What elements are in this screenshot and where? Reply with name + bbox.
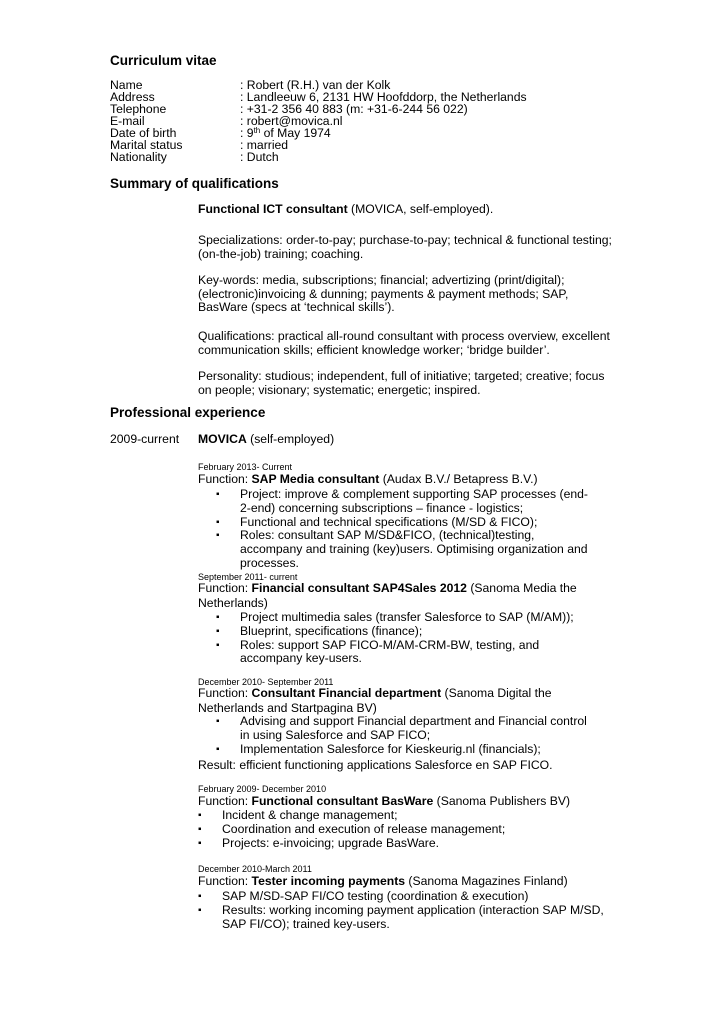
address-label: Address bbox=[110, 90, 155, 104]
list-item bbox=[216, 625, 596, 639]
experience-period: 2009-current bbox=[110, 432, 180, 446]
function-client: (Sanoma Digital the Netherlands and Startpagina BV) bbox=[198, 686, 552, 715]
summary-role: Functional ICT consultant bbox=[198, 202, 348, 216]
bullet-text: Roles: consultant SAP M/SD&FICO, (technical)testing, accompany and training (key)users. Optimising organization and processes. bbox=[240, 528, 588, 570]
experience-heading: Professional experience bbox=[110, 405, 266, 420]
function-prefix: Function: bbox=[198, 581, 252, 595]
marital-value: : married bbox=[240, 138, 289, 152]
job-date: September 2011- current bbox=[198, 572, 298, 582]
job-date: December 2010-March 2011 bbox=[198, 864, 312, 874]
personal-row bbox=[110, 115, 630, 127]
function-prefix: Function: bbox=[198, 686, 252, 700]
list-item bbox=[198, 904, 608, 932]
bullet-text: Coordination and execution of release management; bbox=[222, 821, 506, 836]
dob-day: : 9 bbox=[240, 126, 254, 140]
bullet-icon: ▪ bbox=[216, 625, 220, 637]
bullet-text: Blueprint, specifications (finance); bbox=[240, 623, 423, 638]
list-item bbox=[198, 809, 578, 823]
function-prefix: Function: bbox=[198, 472, 252, 486]
function-title: Functional consultant BasWare bbox=[251, 794, 434, 808]
bullet-text: Project multimedia sales (transfer Salesforce to SAP (M/AM)); bbox=[240, 610, 574, 624]
dob-label: Date of birth bbox=[110, 126, 177, 140]
keywords-text: Key-words: media, subscriptions; financial; advertizing (print/digital); (electronic)invoicing & dunning; payments & payment methods; SAP, BasWare (specs at ‘technical skills’). bbox=[198, 273, 569, 314]
summary-paragraph bbox=[198, 330, 618, 357]
job-function bbox=[198, 874, 618, 889]
bullet-icon: ▪ bbox=[216, 530, 220, 542]
bullet-text: Results: working incoming payment application (interaction SAP M/SD, SAP FI/CO); trained key-users. bbox=[222, 902, 604, 931]
personal-row bbox=[110, 103, 630, 115]
telephone-value: : +31-2 356 40 883 (m: +31-6-244 56 022) bbox=[240, 102, 468, 116]
list-item bbox=[198, 890, 608, 904]
list-item bbox=[216, 488, 596, 516]
employer bbox=[198, 433, 334, 447]
job-bullets bbox=[216, 715, 596, 756]
job-bullets bbox=[198, 890, 608, 931]
bullet-icon: ▪ bbox=[216, 743, 220, 755]
telephone-label: Telephone bbox=[110, 102, 167, 116]
bullet-text: Advising and support Financial department and Financial control in using Salesforce and SAP FICO; bbox=[240, 714, 587, 742]
marital-label: Marital status bbox=[110, 138, 183, 152]
job-date: February 2013- Current bbox=[198, 462, 293, 472]
dob-rest: of May 1974 bbox=[260, 126, 331, 140]
nationality-value: : Dutch bbox=[240, 150, 279, 164]
bullet-icon: ▪ bbox=[216, 516, 220, 528]
bullet-icon: ▪ bbox=[198, 904, 202, 916]
function-prefix: Function: bbox=[198, 874, 252, 888]
list-item bbox=[198, 823, 578, 837]
nationality-label: Nationality bbox=[110, 150, 167, 164]
personal-row bbox=[110, 139, 630, 151]
bullet-text: Roles: support SAP FICO-M/AM-CRM-BW, testing, and accompany key-users. bbox=[240, 637, 540, 666]
list-item bbox=[216, 639, 596, 667]
bullet-text: Projects: e-invoicing; upgrade BasWare. bbox=[222, 835, 439, 850]
employer-name: MOVICA bbox=[198, 432, 247, 446]
function-title: SAP Media consultant bbox=[251, 472, 380, 486]
function-prefix: Function: bbox=[198, 794, 252, 808]
function-title: Tester incoming payments bbox=[251, 874, 406, 888]
bullet-icon: ▪ bbox=[216, 639, 220, 651]
job-function bbox=[198, 686, 618, 716]
function-title: Financial consultant SAP4Sales 2012 bbox=[251, 581, 467, 595]
summary-paragraph bbox=[198, 234, 618, 261]
summary-heading: Summary of qualifications bbox=[110, 176, 279, 191]
list-item bbox=[198, 837, 578, 851]
list-item bbox=[216, 611, 596, 625]
dob-suffix: th bbox=[253, 126, 261, 135]
personality-text: Personality: studious; independent, full of initiative; targeted; creative; focus on people; visionary; systematic; energetic; inspired. bbox=[198, 369, 605, 397]
summary-title bbox=[198, 203, 618, 217]
job-function bbox=[198, 472, 618, 487]
specializations-text: Specializations: order-to-pay; purchase-to-pay; technical & functional testing; (on-the-job) training; coaching. bbox=[198, 233, 612, 261]
function-client: (Sanoma Magazines Finland) bbox=[405, 874, 568, 888]
bullet-icon: ▪ bbox=[216, 489, 220, 500]
job-function bbox=[198, 794, 618, 809]
list-item bbox=[216, 529, 596, 570]
bullet-text: SAP M/SD-SAP FI/CO testing (coordination & execution) bbox=[222, 889, 529, 903]
summary-paragraph bbox=[198, 274, 618, 315]
email-label: E-mail bbox=[110, 114, 145, 128]
employer-type: (self-employed) bbox=[246, 432, 335, 446]
bullet-icon: ▪ bbox=[216, 716, 220, 727]
list-item bbox=[216, 516, 596, 530]
qualifications-text: Qualifications: practical all-round consultant with process overview, excellent communication skills; efficient knowledge worker; ‘bridge builder’. bbox=[198, 329, 610, 357]
address-value: : Landleeuw 6, 2131 HW Hoofddorp, the Netherlands bbox=[240, 90, 527, 104]
bullet-text: Functional and technical specifications (M/SD & FICO); bbox=[240, 514, 538, 529]
bullet-icon: ▪ bbox=[198, 891, 202, 902]
job-bullets bbox=[216, 488, 596, 571]
list-item bbox=[216, 715, 596, 743]
personal-row bbox=[110, 151, 630, 163]
bullet-icon: ▪ bbox=[198, 810, 202, 821]
job-result: Result: efficient functioning applications Salesforce en SAP FICO. bbox=[198, 758, 553, 772]
job-bullets bbox=[198, 809, 578, 850]
summary-employer: (MOVICA, self-employed). bbox=[347, 202, 494, 216]
bullet-icon: ▪ bbox=[198, 837, 202, 849]
bullet-icon: ▪ bbox=[198, 823, 202, 835]
bullet-text: Implementation Salesforce for Kieskeurig.nl (financials); bbox=[240, 741, 541, 756]
function-client: (Sanoma Media the Netherlands) bbox=[198, 581, 577, 610]
name-value: : Robert (R.H.) van der Kolk bbox=[240, 78, 391, 92]
bullet-icon: ▪ bbox=[216, 612, 220, 623]
job-date: December 2010- September 2011 bbox=[198, 677, 334, 687]
list-item bbox=[216, 743, 596, 757]
function-client: (Sanoma Publishers BV) bbox=[433, 794, 571, 808]
name-label: Name bbox=[110, 78, 143, 92]
job-date: February 2009- December 2010 bbox=[198, 784, 327, 794]
job-function bbox=[198, 581, 618, 611]
bullet-text: Incident & change management; bbox=[222, 808, 398, 822]
personal-row bbox=[110, 127, 630, 139]
job-bullets bbox=[216, 611, 596, 666]
email-value: : robert@movica.nl bbox=[240, 114, 343, 128]
function-title: Consultant Financial department bbox=[251, 686, 442, 700]
cv-heading: Curriculum vitae bbox=[110, 53, 217, 68]
summary-paragraph bbox=[198, 370, 618, 397]
bullet-text: Project: improve & complement supporting SAP processes (end-2-end) concerning subscriptions – finance - logistics; bbox=[240, 487, 588, 515]
function-client: (Audax B.V./ Betapress B.V.) bbox=[379, 472, 538, 486]
